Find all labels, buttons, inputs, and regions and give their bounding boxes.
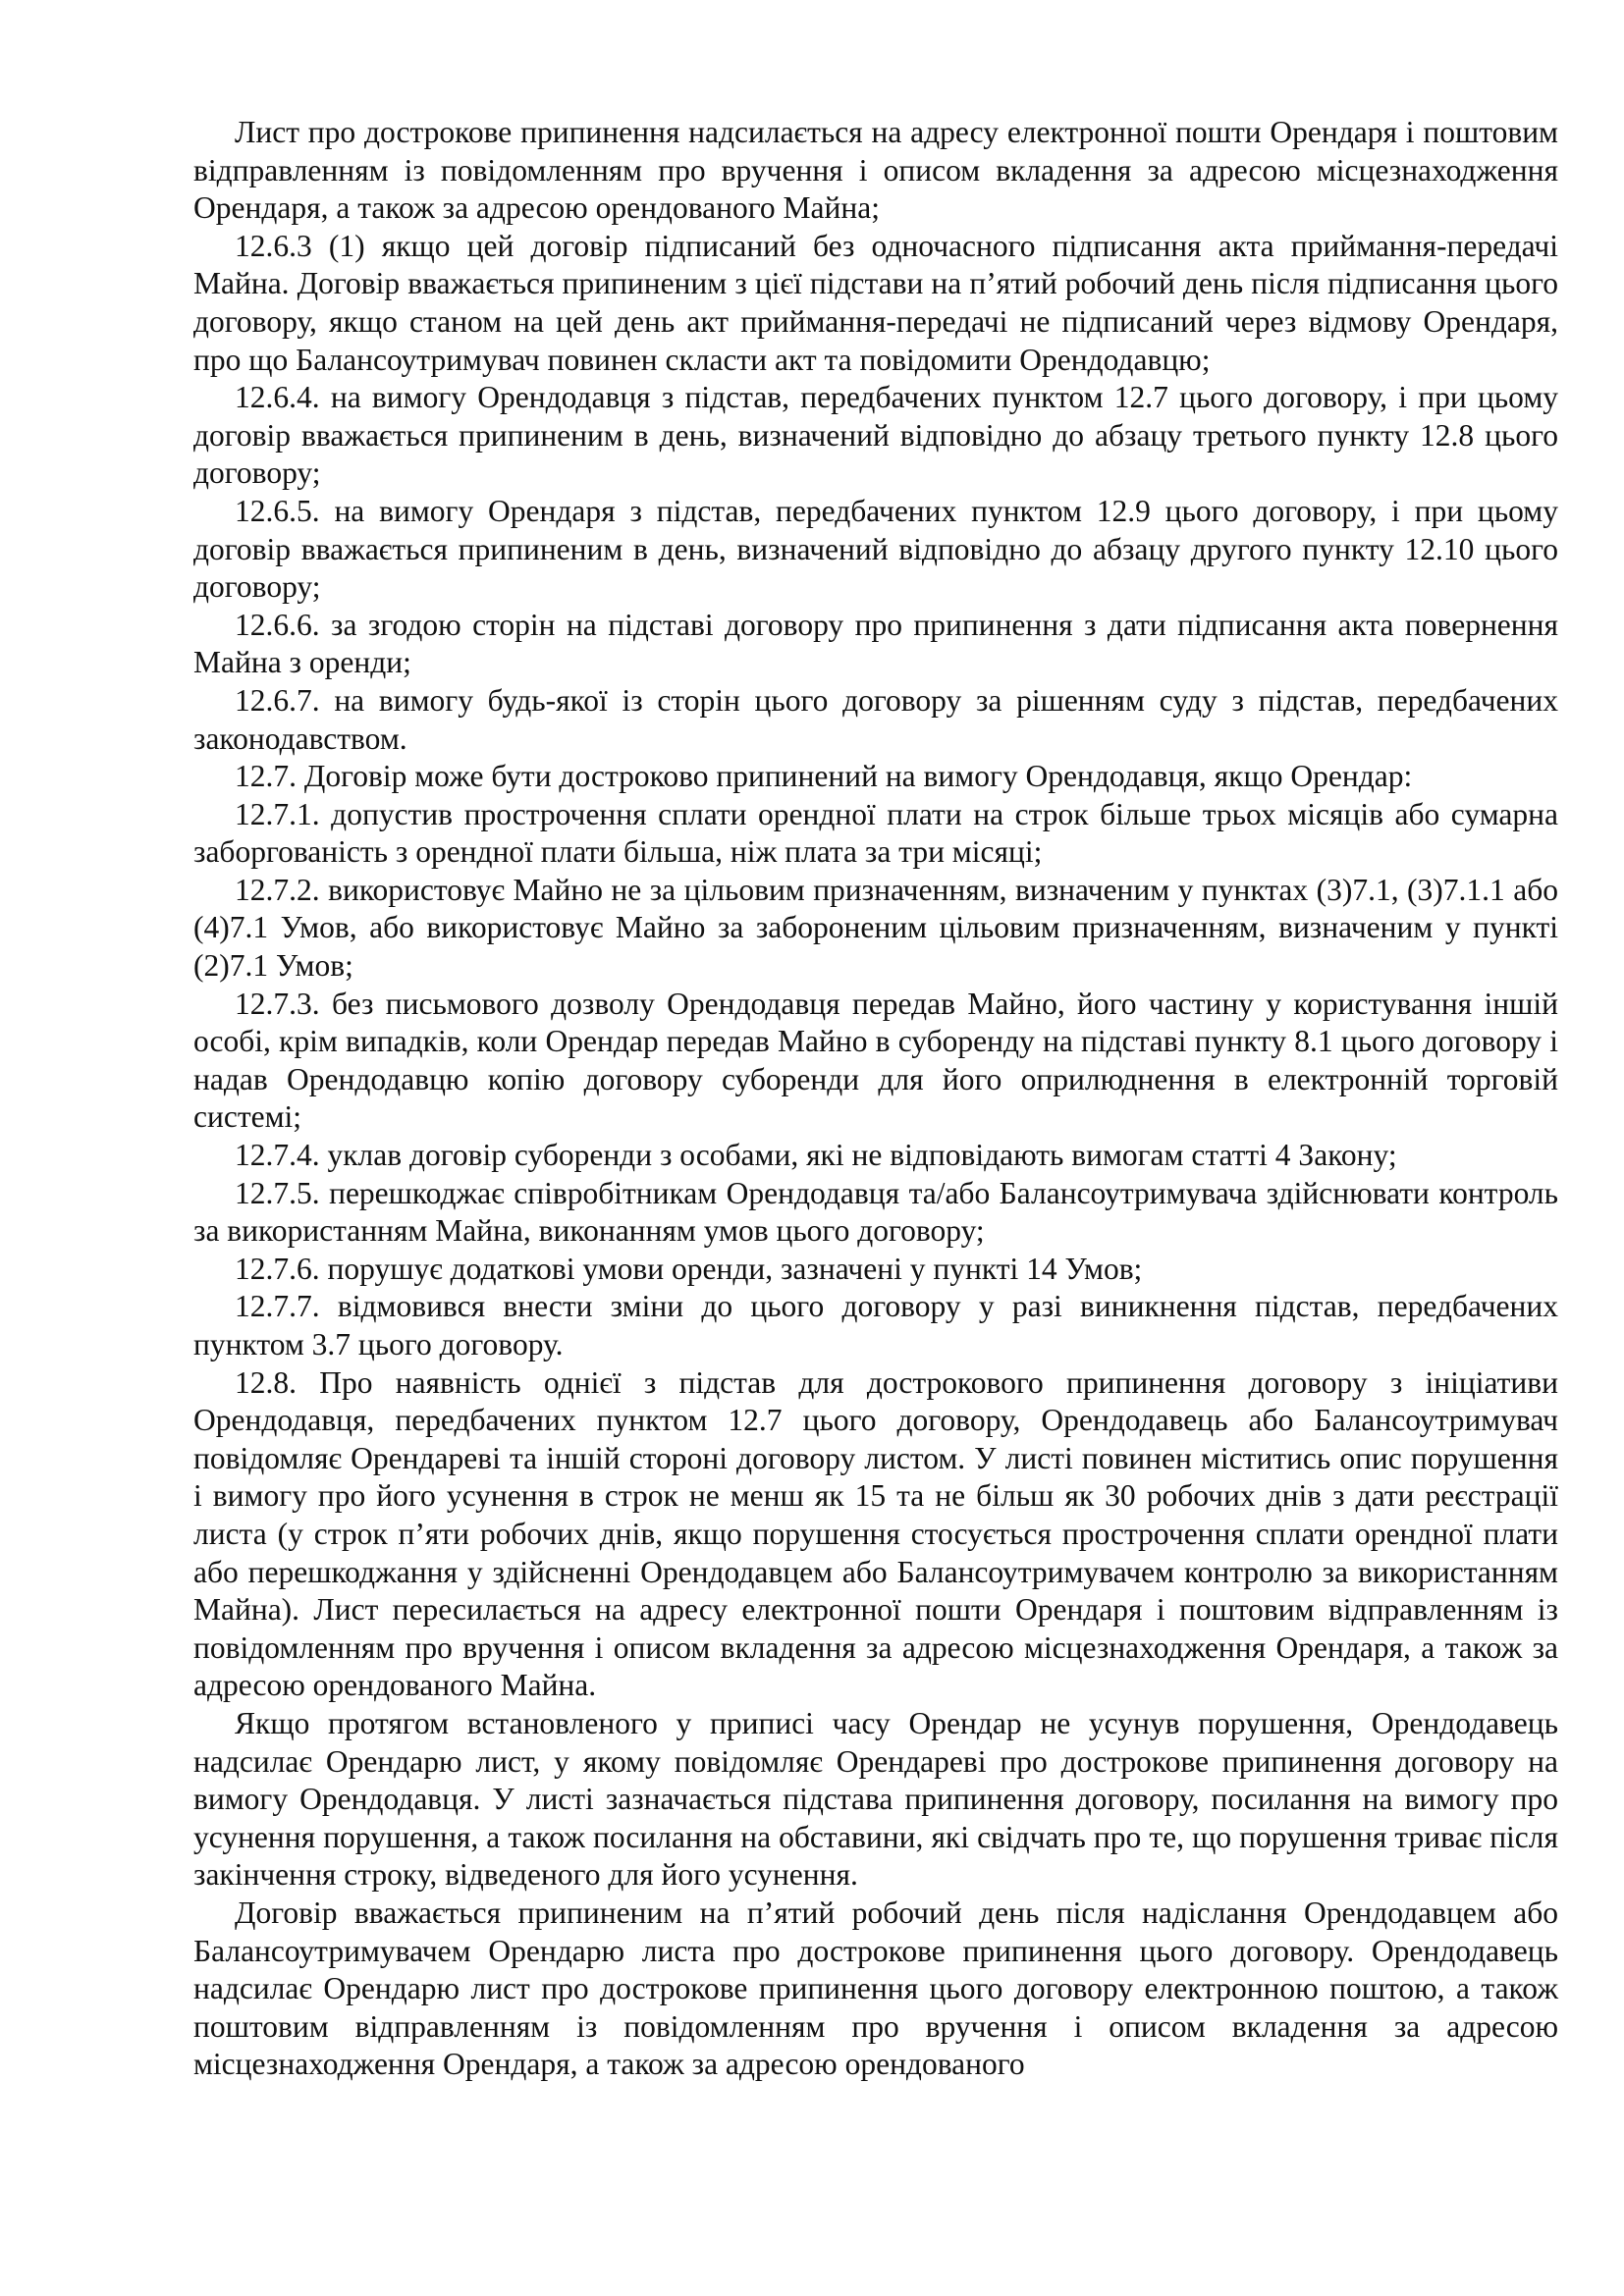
paragraph-12-6-3: 12.6.3 (1) якщо цей договір підписаний без одночасного підписання акта приймання-передачі Майна. Договір вважається припиненим з цієї підстави на п’ятий робочий день після підписання цього договору, якщо станом на цей день акт приймання-передачі не підписаний через відмову Орендаря, про що Балансоутримувач повинен скласти акт та повідомити Орендодавцю;: [193, 228, 1558, 377]
paragraph-12-6-6: 12.6.6. за згодою сторін на підставі договору про припинення з дати підписання акта повернення Майна з оренди;: [193, 607, 1558, 680]
paragraph-12-6-4: 12.6.4. на вимогу Орендодавця з підстав, передбачених пунктом 12.7 цього договору, і при цьому договір вважається припиненим в день, визначений відповідно до абзацу третього пункту 12.8 цього договору;: [193, 380, 1558, 491]
paragraph-termination-date: Договір вважається припиненим на п’ятий робочий день після надіслання Орендодавцем або Балансоутримувачем Орендарю листа про дострокове припинення цього договору. Орендодавець надсилає Орендарю лист про дострокове припинення цього договору електронною поштою, а також поштовим відправленням із повідомленням про вручення і описом вкладення за адресою місцезнаходження Орендаря, а також за адресою орендованого: [193, 1895, 1558, 2082]
paragraph-12-7-2: 12.7.2. використовує Майно не за цільовим призначенням, визначеним у пунктах (3)7.1, (3)7.1.1 або (4)7.1 Умов, або використовує Майно за забороненим цільовим призначенням, визначеним у пункті (2)7.1 Умов;: [193, 872, 1558, 984]
paragraph-12-7: 12.7. Договір може бути достроково припинений на вимогу Орендодавця, якщо Орендар:: [235, 759, 1413, 794]
paragraph-12-7-6: 12.7.6. порушує додаткові умови оренди, зазначені у пункті 14 Умов;: [235, 1251, 1143, 1286]
document-page: [193, 114, 1558, 2084]
paragraph-12-6-5: 12.6.5. на вимогу Орендаря з підстав, передбачених пунктом 12.9 цього договору, і при цьому договір вважається припиненим в день, визначений відповідно до абзацу другого пункту 12.10 цього договору;: [193, 493, 1558, 605]
paragraph-12-8: 12.8. Про наявність однієї з підстав для дострокового припинення договору з ініціативи Орендодавця, передбачених пунктом 12.7 цього договору, Орендодавець або Балансоутримувач повідомляє Орендареві та іншій стороні договору листом. У листі повинен міститись опис порушення і вимогу про його усунення в строк не менш як 15 та не більш як 30 робочих днів з дати реєстрації листа (у строк п’яти робочих днів, якщо порушення стосується прострочення сплати орендної плати або перешкоджання у здійсненні Орендодавцем або Балансоутримувачем контролю за використанням Майна). Лист пересилається на адресу електронної пошти Орендаря і поштовим відправленням із повідомленням про вручення і описом вкладення за адресою місцезнаходження Орендаря, а також за адресою орендованого Майна.: [193, 1364, 1558, 1703]
paragraph-12-7-5: 12.7.5. перешкоджає співробітникам Орендодавця та/або Балансоутримувача здійснювати контроль за використанням Майна, виконанням умов цього договору;: [193, 1175, 1558, 1249]
paragraph-12-7-1: 12.7.1. допустив прострочення сплати орендної плати на строк більше трьох місяців або сумарна заборгованість з орендної плати більша, ніж плата за три місяці;: [193, 796, 1558, 870]
paragraph-12-6-7: 12.6.7. на вимогу будь-якої із сторін цього договору за рішенням суду з підстав, передбачених законодавством.: [193, 682, 1558, 756]
paragraph-letter-delivery: Лист про дострокове припинення надсилається на адресу електронної пошти Орендаря і поштовим відправленням із повідомленням про вручення і описом вкладення за адресою місцезнаходження Орендаря, а також за адресою орендованого Майна;: [193, 115, 1558, 226]
paragraph-12-7-4: 12.7.4. уклав договір суборенди з особами, які не відповідають вимогам статті 4 Закону;: [235, 1138, 1397, 1173]
paragraph-12-7-3: 12.7.3. без письмового дозволу Орендодавця передав Майно, його частину у користування іншій особі, крім випадків, коли Орендар передав Майно в суборенду на підставі пункту 8.1 цього договору і надав Орендодавцю копію договору суборенди для його оприлюднення в електронній торговій системі;: [193, 986, 1558, 1135]
paragraph-12-7-7: 12.7.7. відмовився внести зміни до цього договору у разі виникнення підстав, передбачених пунктом 3.7 цього договору.: [193, 1289, 1558, 1362]
paragraph-unremedied-breach: Якщо протягом встановленого у приписі часу Орендар не усунув порушення, Орендодавець надсилає Орендарю лист, у якому повідомляє Орендареві про дострокове припинення договору на вимогу Орендодавця. У листі зазначається підстава припинення договору, посилання на вимогу про усунення порушення, а також посилання на обставини, які свідчать про те, що порушення триває після закінчення строку, відведеного для його усунення.: [193, 1705, 1558, 1893]
